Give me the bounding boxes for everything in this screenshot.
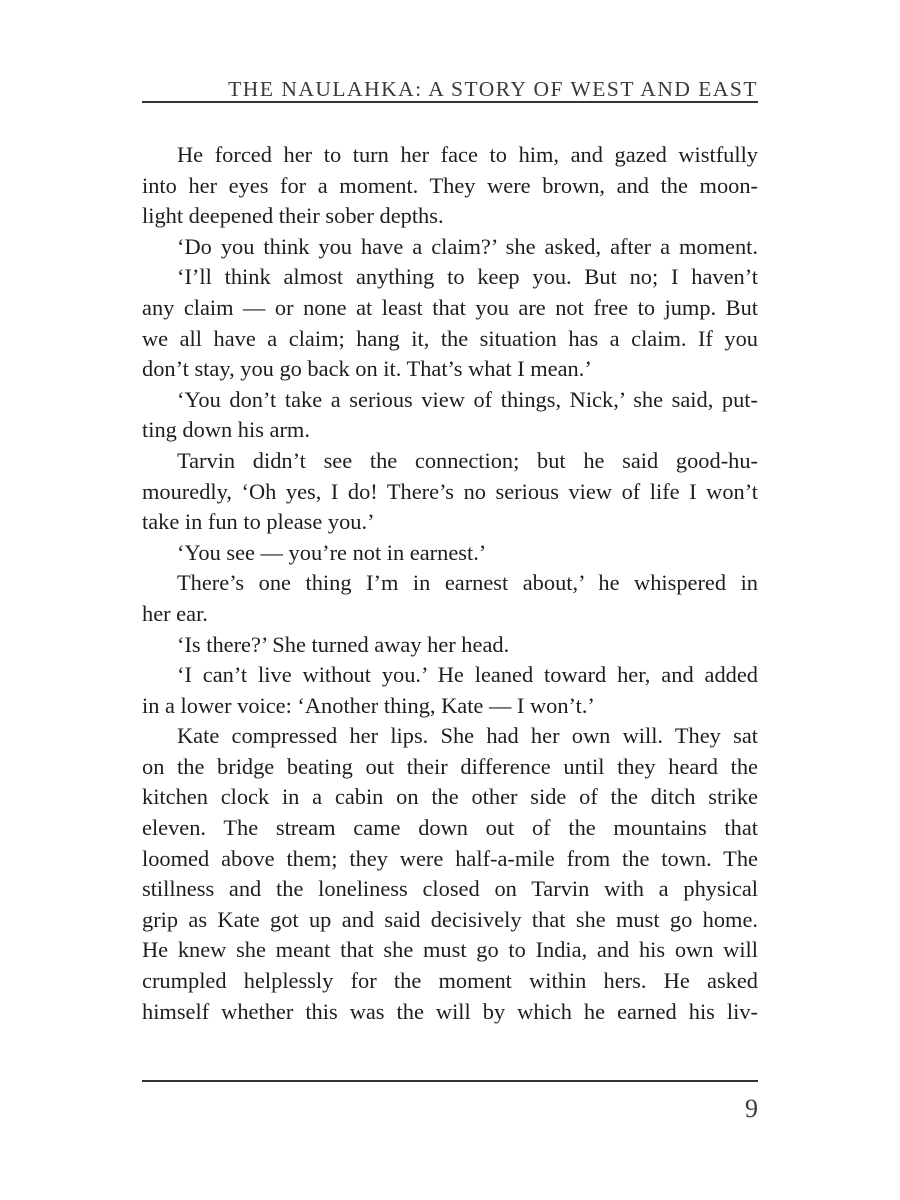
text-line: ‘Is there?’ She turned away her head. [177,631,510,657]
footer-rule [142,1080,758,1082]
text-line: ting down his arm. [142,417,310,443]
text-line: He knew she meant that she must go to India, and his own will [142,937,758,963]
page-number: 9 [745,1094,758,1123]
text-line: in a lower voice: ‘Another thing, Kate — I won’t.’ [142,692,595,718]
text-line: Kate compressed her lips. She had her own will. They sat [177,723,758,749]
text-line: on the bridge beating out their difference until they heard the [142,753,758,779]
text-line: don’t stay, you go back on it. That’s what I mean.’ [142,356,592,382]
header-rule [142,101,758,103]
text-line: we all have a claim; hang it, the situation has a claim. If you [142,325,758,351]
text-line: ‘I can’t live without you.’ He leaned toward her, and added [177,662,758,688]
text-line: ‘I’ll think almost anything to keep you. But no; I haven’t [177,264,758,290]
text-line: He forced her to turn her face to him, and gazed wistfully [177,142,758,167]
text-line: into her eyes for a moment. They were brown, and the moon- [142,172,758,198]
body-text [142,140,758,1027]
text-line: take in fun to please you.’ [142,509,375,535]
text-line: ‘Do you think you have a claim?’ she asked, after a moment. [177,233,758,259]
text-line: crumpled helplessly for the moment within hers. He asked [142,968,758,994]
text-line: Tarvin didn’t see the connection; but he said good-hu- [177,447,758,473]
text-line: her ear. [142,600,208,626]
text-line: ‘You don’t take a serious view of things, Nick,’ she said, put- [177,386,758,412]
text-line: himself whether this was the will by which he earned his liv- [142,998,758,1024]
text-line: mouredly, ‘Oh yes, I do! There’s no serious view of life I won’t [142,478,758,504]
text-line: loomed above them; they were half-a-mile from the town. The [142,845,758,871]
text-line: light deepened their sober depths. [142,203,444,229]
text-line: eleven. The stream came down out of the mountains that [142,815,758,841]
text-line: ‘You see — you’re not in earnest.’ [177,539,487,565]
text-line: any claim — or none at least that you are not free to jump. But [142,294,758,320]
text-line: kitchen clock in a cabin on the other side of the ditch strike [142,784,758,810]
text-line: stillness and the loneliness closed on Tarvin with a physical [142,876,758,902]
running-head-title: THE NAULAHKA: A STORY OF WEST AND EAST [228,77,758,101]
text-line: There’s one thing I’m in earnest about,’ he whispered in [177,570,758,596]
text-line: grip as Kate got up and said decisively that she must go home. [142,906,758,932]
